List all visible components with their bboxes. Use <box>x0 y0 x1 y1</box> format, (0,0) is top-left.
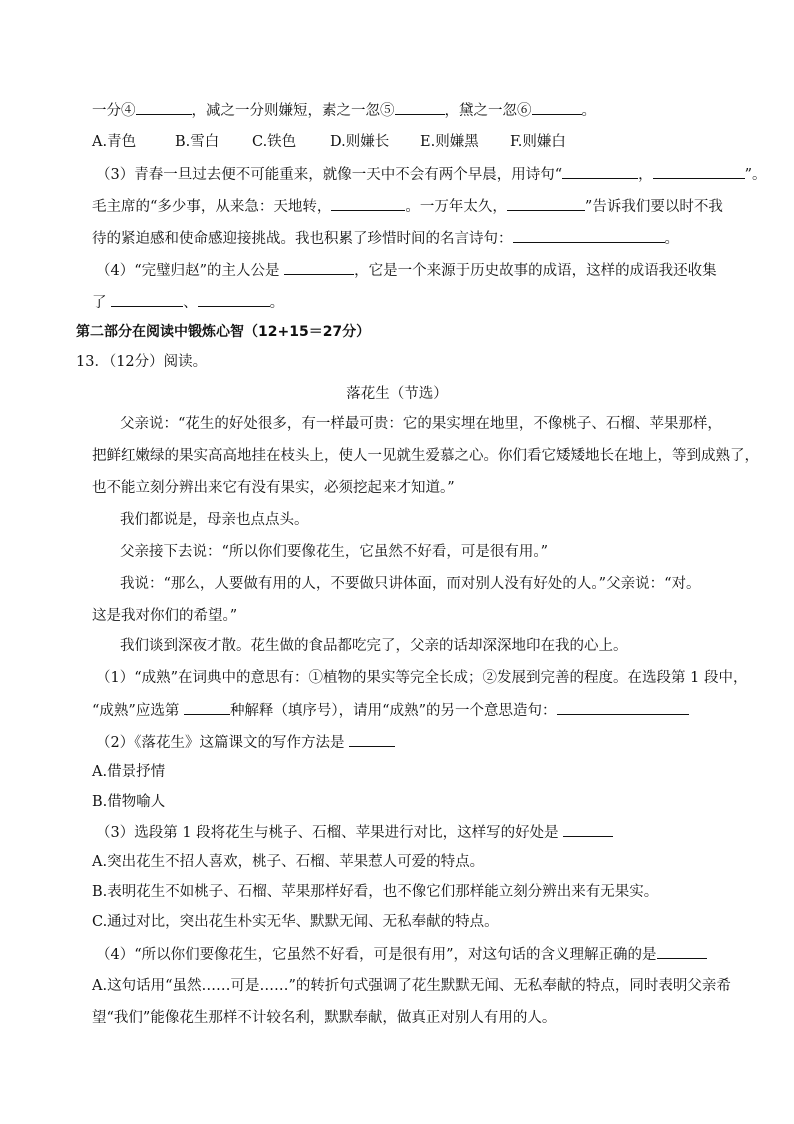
text: 。一万年太久， <box>405 199 507 215</box>
fill-blank-line-1 <box>92 100 722 121</box>
blank[interactable] <box>111 292 183 307</box>
paragraph-2: 我们都说是，母亲也点点头。 <box>120 512 309 528</box>
blank[interactable] <box>331 196 405 211</box>
text: ，它是一个来源于历史故事的成语，这样的成语我还收集 <box>354 263 717 279</box>
blank-6[interactable] <box>532 100 582 115</box>
subquestion-2-option-b[interactable]: B.借物喻人 <box>92 794 166 810</box>
blank[interactable] <box>507 196 585 211</box>
subquestion-1-line-2 <box>92 700 722 721</box>
blank[interactable] <box>184 700 230 715</box>
text: （4）“所以你们要像花生，它虽然不好看，可是很有用”，对这句话的含义理解正确的是 <box>96 947 657 963</box>
blank[interactable] <box>284 260 354 275</box>
section-heading: 第二部分在阅读中锻炼心智（12+15＝27分） <box>76 324 371 340</box>
subquestion-2 <box>96 732 722 753</box>
question-3-line-2 <box>92 196 722 217</box>
paragraph-1-line-2: 把鲜红嫩绿的果实高高地挂在枝头上，使人一见就生爱慕之心。你们看它矮矮地长在地上，等到成熟了， <box>92 448 759 464</box>
passage-title: 落花生（节选） <box>346 386 448 402</box>
option-c[interactable]: C.铁色 <box>252 134 297 150</box>
text: ”告诉我们要以时不我 <box>584 199 723 215</box>
paragraph-4-line-1: 我说：“那么，人要做有用的人，不要做只讲体面，而对别人没有好处的人。”父亲说：“对。 <box>120 576 701 592</box>
text: “成熟”应选第 <box>92 703 184 719</box>
option-f[interactable]: F.则嫌白 <box>510 134 566 150</box>
paragraph-1-line-1: 父亲说：“花生的好处很多，有一样最可贵：它的果实埋在地里，不像桃子、石榴、苹果那样， <box>120 416 722 432</box>
text: ，减之一分则嫌短，素之一忽⑤ <box>191 103 395 119</box>
text: （3）选段第 1 段将花生与桃子、石榴、苹果进行对比，这样写的好处是 <box>96 825 564 841</box>
question-3-line-3 <box>92 228 722 249</box>
text: （2）《落花生》这篇课文的写作方法是 <box>96 735 350 751</box>
subquestion-4-option-a-line-2[interactable]: 望“我们”能像花生那样不计较名利，默默奉献，做真正对别人有用的人。 <box>92 1010 557 1026</box>
blank-4[interactable] <box>136 100 192 115</box>
subquestion-1-line-1: （1）“成熟”在词典中的意思有：①植物的果实等完全长成；②发展到完善的程度。在选段第 1 段中， <box>96 670 748 686</box>
blank[interactable] <box>198 292 270 307</box>
subquestion-3-option-a[interactable]: A.突出花生不招人喜欢，桃子、石榴、苹果惹人可爱的特点。 <box>92 854 485 870</box>
blank[interactable] <box>657 944 707 959</box>
blank[interactable] <box>349 732 395 747</box>
subquestion-3 <box>96 822 722 843</box>
question-3-line-1 <box>96 164 767 185</box>
blank[interactable] <box>562 164 638 179</box>
blank[interactable] <box>513 228 665 243</box>
text: （4）“完璧归赵”的主人公是 <box>96 263 285 279</box>
blank[interactable] <box>557 700 689 715</box>
text: 、 <box>183 295 198 311</box>
text: 。 <box>664 231 679 247</box>
question-13-heading: 13．（12分）阅读。 <box>76 354 208 370</box>
option-d[interactable]: D.则嫌长 <box>330 134 390 150</box>
blank[interactable] <box>563 822 613 837</box>
text: ， <box>638 167 653 183</box>
option-a[interactable]: A.青色 <box>92 134 137 150</box>
subquestion-4-option-a-line-1[interactable]: A.这句话用“虽然……可是……”的转折句式强调了花生默默无闻、无私奉献的特点，同时表明父亲希 <box>92 978 731 994</box>
text: 。 <box>269 295 285 311</box>
blank[interactable] <box>653 164 745 179</box>
question-4-line-1 <box>96 260 722 281</box>
option-e[interactable]: E.则嫌黑 <box>420 134 479 150</box>
paragraph-3: 父亲接下去说：“所以你们要像花生，它虽然不好看，可是很有用。” <box>120 544 549 560</box>
question-4-line-2 <box>92 292 722 313</box>
text: 待的紧迫感和使命感迎接挑战。我也积累了珍惜时间的名言诗句： <box>92 231 513 247</box>
subquestion-3-option-b[interactable]: B.表明花生不如桃子、石榴、苹果那样好看，也不像它们那样能立刻分辨出来有无果实。 <box>92 884 659 900</box>
text: 了 <box>92 295 112 311</box>
text: 一分④ <box>92 103 136 119</box>
blank-5[interactable] <box>395 100 445 115</box>
paragraph-4-line-2: 这是我对你们的希望。” <box>92 608 238 624</box>
subquestion-4 <box>96 944 722 965</box>
paragraph-5: 我们谈到深夜才散。花生做的食品都吃完了，父亲的话却深深地印在我的心上。 <box>120 638 628 654</box>
paragraph-1-line-3: 也不能立刻分辨出来它有没有果实，必须挖起来才知道。” <box>92 480 455 496</box>
option-b[interactable]: B.雪白 <box>175 134 220 150</box>
subquestion-3-option-c[interactable]: C.通过对比，突出花生朴实无华、默默无闻、无私奉献的特点。 <box>92 914 499 930</box>
text: ”。 <box>744 167 767 183</box>
text: ，黛之一忽⑥ <box>444 103 532 119</box>
text: （3）青春一旦过去便不可能重来，就像一天中不会有两个早晨，用诗句“ <box>96 167 563 183</box>
text: 。 <box>581 103 596 119</box>
text: 毛主席的“多少事，从来急：天地转， <box>92 199 332 215</box>
subquestion-2-option-a[interactable]: A.借景抒情 <box>92 764 166 780</box>
text: 种解释（填序号），请用“成熟”的另一个意思造句： <box>229 703 557 719</box>
